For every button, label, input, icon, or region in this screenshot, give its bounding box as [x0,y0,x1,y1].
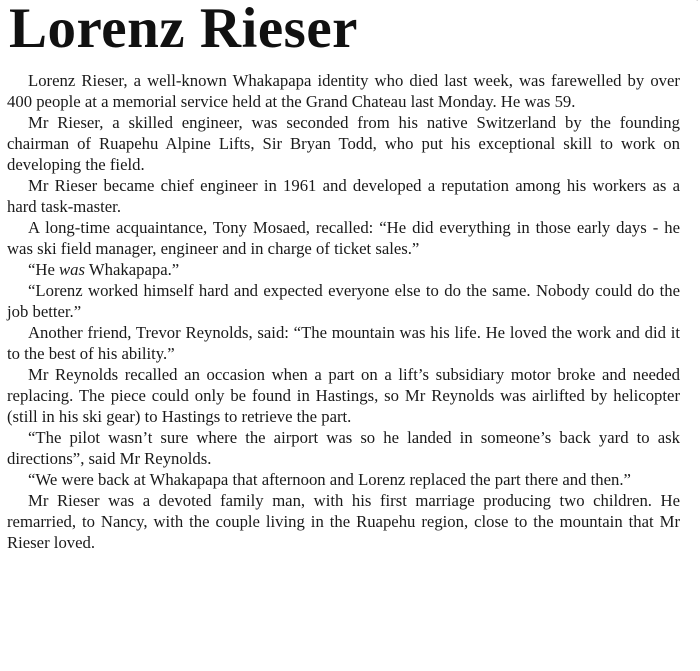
paragraph-pilot-quote [7,427,680,469]
paragraph-text: “He [28,260,60,279]
paragraph-he-was-whakapapa [7,259,680,280]
paragraph-text: “We were back at Whakapapa that afternoon and Lorenz replaced the part there and then.” [28,470,631,489]
paragraph-text: “Lorenz worked himself hard and expected everyone else to do the same. Nobody could do the job better.” [7,281,680,321]
paragraph-family [7,490,680,553]
paragraph-chief-engineer [7,175,680,217]
paragraph-career-origin [7,112,680,175]
emphasis-text: was [59,260,86,279]
paragraph-helicopter-story [7,364,680,427]
paragraph-text: A long-time acquaintance, Tony Mosaed, recalled: “He did everything in those early days - he was ski field manager, engineer and in charge of ticket sales.” [7,218,680,258]
scan-corner-mark [680,0,698,10]
paragraph-text: Another friend, Trevor Reynolds, said: “The mountain was his life. He loved the work and did it to the best of his ability.” [7,323,680,363]
paragraph-text: Mr Rieser became chief engineer in 1961 and developed a reputation among his workers as a hard task-master. [7,176,680,216]
article-body [7,70,680,553]
paragraph-back-at-whakapapa [7,469,680,490]
paragraph-text: Mr Rieser was a devoted family man, with his first marriage producing two children. He remarried, to Nancy, with the couple living in the Ruapehu region, close to the mountain that Mr Rieser loved. [7,491,680,552]
headline: Lorenz Rieser [9,0,358,60]
paragraph-text: Mr Reynolds recalled an occasion when a part on a lift’s subsidiary motor broke and needed replacing. The piece could only be found in Hastings, so Mr Reynolds was airlifted by helicopter (still in his ski gear) to Hastings to retrieve the part. [7,365,680,426]
paragraph-text: “The pilot wasn’t sure where the airport was so he landed in someone’s back yard to ask directions”, said Mr Reynolds. [7,428,680,468]
paragraph-text: Mr Rieser, a skilled engineer, was seconded from his native Switzerland by the founding chairman of Ruapehu Alpine Lifts, Sir Bryan Todd, who put his exceptional skill to work on developing the field. [7,113,680,174]
paragraph-reynolds-quote [7,322,680,364]
paragraph-text: Lorenz Rieser, a well-known Whakapapa identity who died last week, was farewelled by over 400 people at a memorial service held at the Grand Chateau last Monday. He was 59. [7,71,680,111]
paragraph-worked-hard-quote [7,280,680,322]
paragraph-text: Whakapapa.” [85,260,180,279]
paragraph-memorial-service [7,70,680,112]
paragraph-mosaed-quote [7,217,680,259]
